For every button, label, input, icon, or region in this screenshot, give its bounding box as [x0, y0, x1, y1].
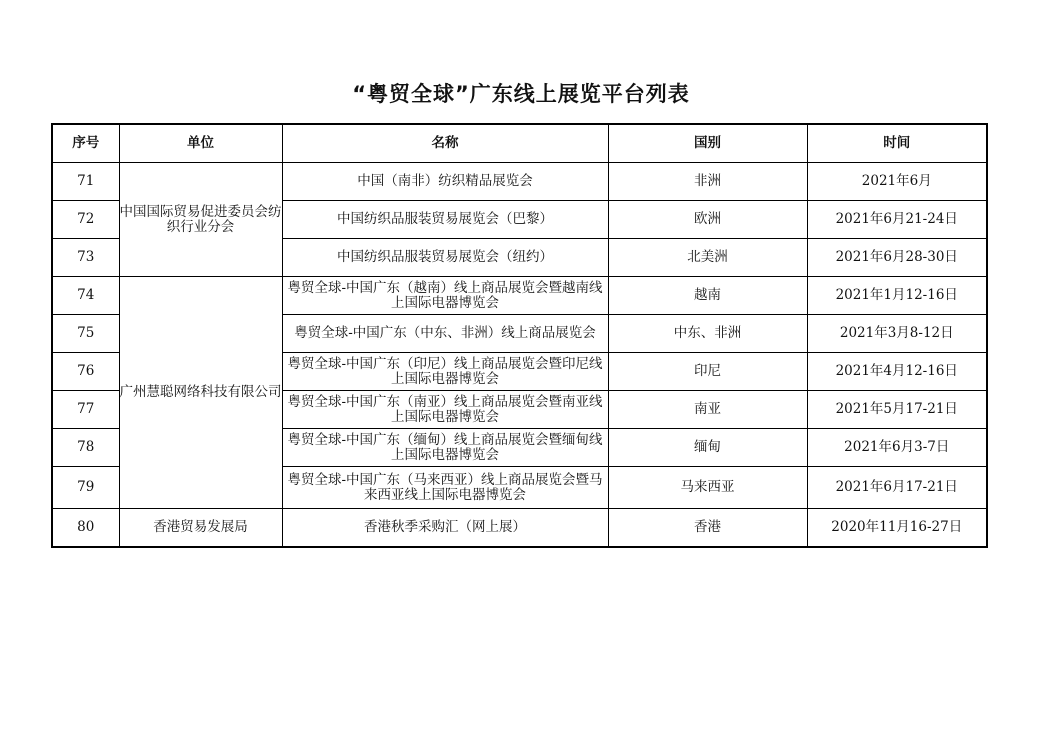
row-time: 2021年6月3-7日: [807, 429, 987, 467]
row-no: 75: [52, 315, 119, 353]
row-name: 粤贸全球-中国广东（中东、非洲）线上商品展览会: [282, 315, 608, 353]
row-no: 74: [52, 277, 119, 315]
row-name: 中国（南非）纺织精品展览会: [282, 163, 608, 201]
row-time: 2021年5月17-21日: [807, 391, 987, 429]
unit-cell: 广州慧聪网络科技有限公司: [119, 277, 282, 509]
row-time: 2021年6月28-30日: [807, 239, 987, 277]
row-name: 粤贸全球-中国广东（马来西亚）线上商品展览会暨马来西亚线上国际电器博览会: [282, 467, 608, 509]
unit-cell: 中国国际贸易促进委员会纺织行业分会: [119, 163, 282, 277]
row-time: 2021年6月21-24日: [807, 201, 987, 239]
unit-cell: 香港贸易发展局: [119, 509, 282, 548]
header-time: 时间: [807, 124, 987, 163]
row-time: 2020年11月16-27日: [807, 509, 987, 548]
row-no: 78: [52, 429, 119, 467]
row-country: 南亚: [608, 391, 807, 429]
table-row: [52, 163, 987, 201]
row-time: 2021年6月17-21日: [807, 467, 987, 509]
row-country: 缅甸: [608, 429, 807, 467]
row-country: 越南: [608, 277, 807, 315]
row-time: 2021年4月12-16日: [807, 353, 987, 391]
page-title: “粤贸全球”广东线上展览平台列表: [352, 82, 690, 106]
row-name: 粤贸全球-中国广东（缅甸）线上商品展览会暨缅甸线上国际电器博览会: [282, 429, 608, 467]
row-no: 72: [52, 201, 119, 239]
row-name: 中国纺织品服装贸易展览会（巴黎）: [282, 201, 608, 239]
row-no: 77: [52, 391, 119, 429]
row-time: 2021年1月12-16日: [807, 277, 987, 315]
row-time: 2021年6月: [807, 163, 987, 201]
row-country: 印尼: [608, 353, 807, 391]
table-row: [52, 277, 987, 315]
row-country: 欧洲: [608, 201, 807, 239]
exhibition-table: [51, 123, 988, 548]
header-name: 名称: [282, 124, 608, 163]
row-time: 2021年3月8-12日: [807, 315, 987, 353]
row-no: 76: [52, 353, 119, 391]
row-country: 马来西亚: [608, 467, 807, 509]
row-country: 北美洲: [608, 239, 807, 277]
row-name: 香港秋季采购汇（网上展）: [282, 509, 608, 548]
row-name: 中国纺织品服装贸易展览会（纽约）: [282, 239, 608, 277]
header-unit: 单位: [119, 124, 282, 163]
row-name: 粤贸全球-中国广东（印尼）线上商品展览会暨印尼线上国际电器博览会: [282, 353, 608, 391]
row-no: 71: [52, 163, 119, 201]
row-country: 中东、非洲: [608, 315, 807, 353]
table-header-row: [52, 124, 987, 163]
row-no: 80: [52, 509, 119, 548]
header-country: 国别: [608, 124, 807, 163]
row-name: 粤贸全球-中国广东（越南）线上商品展览会暨越南线上国际电器博览会: [282, 277, 608, 315]
row-country: 非洲: [608, 163, 807, 201]
header-no: 序号: [52, 124, 119, 163]
row-no: 79: [52, 467, 119, 509]
table-row: [52, 509, 987, 548]
row-name: 粤贸全球-中国广东（南亚）线上商品展览会暨南亚线上国际电器博览会: [282, 391, 608, 429]
row-no: 73: [52, 239, 119, 277]
row-country: 香港: [608, 509, 807, 548]
